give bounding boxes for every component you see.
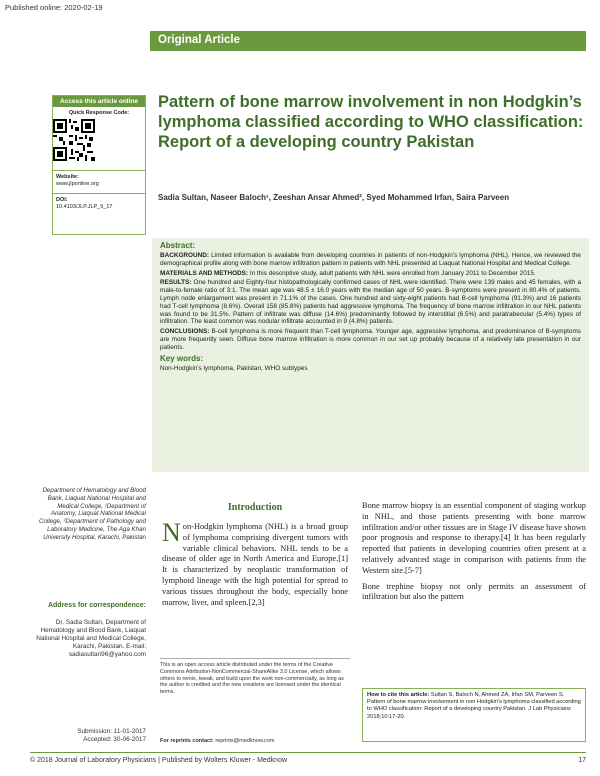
website-link[interactable]: www.jlponline.org <box>56 181 99 187</box>
results-label: RESULTS: <box>160 279 192 287</box>
introduction-heading: Introduction <box>227 502 283 513</box>
reprints-email[interactable]: reprints@medknow.com <box>215 738 275 744</box>
license-note: This is an open access article distributed under the terms of the Creative Commons Attribution-NonCommercial-ShareAlike 3.0 License, which allows others to remix, tweak, and build upon the work non-commercially, as long as the author is credited and the new creations are licensed under the identical terms. <box>160 658 350 696</box>
doi-label: DOI: <box>56 197 68 203</box>
page-number: 17 <box>578 757 586 764</box>
website-block <box>53 173 145 189</box>
keywords-text: Non-Hodgkin's lymphoma, Pakistan, WHO subtypes <box>160 364 308 372</box>
doi-block <box>53 196 145 212</box>
body-column-left <box>162 518 348 613</box>
page-footer <box>30 757 586 764</box>
divider <box>53 170 145 171</box>
background-label: BACKGROUND: <box>160 252 209 259</box>
footer-divider <box>30 752 586 753</box>
drop-cap: N <box>162 518 181 547</box>
affiliations: Department of Hematology and Blood Bank, Liaquat National Hospital and Medical College, ¹Department of Anatomy, Liaquat National Medical College, ²Department of Pathology and Laboratory Medicine, The Aga Khan University Hospital, Karachi, Pakistan <box>39 487 146 541</box>
website-label: Website: <box>56 174 79 180</box>
abstract-methods <box>160 270 581 278</box>
results-text: One hundred and Eighty-four histopathologically confirmed cases of NHL were identified. There were 139 males and 45 females, with a male-to-female ratio of 3:1. The mean age was 48.5 ± 16.0 years with the median age of 50 years. B-symptoms were present in 80.4% of patients. Lymph node enlargement was present in 71.1% of the cases. One hundred and sixty-eight patients had B-cell lymphoma (91.3%) and 16 patients had T-cell lymphoma (8.6%). Overall 158 (85.8%) patients had aggressive lymphoma. The frequency of bone marrow infiltration in our NHL patients was found to be 31.5%. Pattern of infiltrate was diffuse (14.6%) predominantly followed by interstitial (6.5%) and paratrabecular (5.4%) types of infiltration. The least common was nodular infiltrate accounted in 9 (4.8%) patients. <box>160 279 581 326</box>
qr-label: Quick Response Code: <box>68 110 130 116</box>
cite-label: How to cite this article: <box>367 692 430 698</box>
doi-value[interactable]: 10.4103/JLP.JLP_9_17 <box>56 204 113 210</box>
body-column-right <box>362 501 586 608</box>
access-online-box <box>52 95 146 235</box>
intro-paragraph-2: Bone marrow biopsy is an essential component of staging workup in NHL, and those patients presenting with bone marrow infiltration and/or other tissues are in Stage IV disease have shown poor prognosis and response to therapy.[4] It has been regularly reported that patients in developing countries often present at a relatively advanced stage in comparison with patients from the Western site.[5-7] <box>362 501 586 575</box>
methods-text: In this descriptive study, adult patients with NHL were enrolled from January 2011 to December 2015. <box>248 269 536 277</box>
abstract-conclusions <box>160 328 581 351</box>
author-list: Sadia Sultan, Naseer Baloch¹, Zeeshan Ansar Ahmed², Syed Mohammed Irfan, Saira Parveen <box>158 193 510 202</box>
conclusions-label: CONCLUSIONS: <box>160 328 210 336</box>
reprints-contact <box>160 738 350 744</box>
divider <box>53 193 145 194</box>
citation-box <box>362 688 586 742</box>
abstract-background <box>160 252 581 268</box>
access-heading: Access this article online <box>53 96 145 107</box>
methods-label: MATERIALS AND METHODS: <box>160 269 249 277</box>
footer-text: © 2018 Journal of Laboratory Physicians | Published by Wolters Kluwer - Medknow <box>30 757 288 764</box>
background-text: Limited information is available from developing countries in patients of non-Hodgkin's lymphoma (NHL). Hence, we reviewed the demographical profile along with bone marrow infiltration pattern in patients with NHL presented at Liaquat National Hospital and Medical College. <box>160 252 581 267</box>
conclusions-text: B-cell lymphoma is more frequent than T-cell lymphoma. Younger age, aggressive lymphoma, and predominance of B-symptoms are more frequently seen. Diffuse bone marrow infiltration is more common in our set up probably because of a relatively late presentation in our patients. <box>160 328 581 351</box>
article-title: Pattern of bone marrow involvement in non Hodgkin’s lymphoma classified according to WHO classification: Report of a developing country Pakistan <box>158 93 584 151</box>
intro-paragraph-1-text: on-Hodgkin lymphoma (NHL) is a broad group of lymphoma comprising divergent tumors with variable clinical behaviors. NHL tends to be a disease of older age in North America and Europe.[1] It is characterized by neoplastic transformation of lymphoid lineage with the high potential for spread to various tissues throughout the body, especially bone marrow, liver, and spleen.[2,3] <box>162 522 348 607</box>
correspondence-heading: Address for correspondence: <box>47 602 146 609</box>
submission-dates <box>36 728 146 744</box>
section-banner <box>150 31 586 51</box>
intro-paragraph-3: Bone trephine biopsy not only permits an assessment of infiltration but also the pattern <box>362 581 586 602</box>
correspondence-text: Dr. Sadia Sultan, Department of Hematology and Blood Bank, Liaquat National Hospital and Medical College, Karachi, Pakistan. E-mail: sadiasultan96@yahoo.com <box>36 619 146 658</box>
qr-code-icon[interactable] <box>53 119 95 161</box>
cite-text: Sultan S, Baloch N, Ahmed ZA, Irfan SM, Parveen S. Pattern of bone marrow involvement in non Hodgkin's lymphoma classified according to WHO classification: Report of a developing country Pakistan. J Lab Physicians 2018;10:17-20. <box>367 692 581 720</box>
accepted-date: Accepted: 30-06-2017 <box>83 736 146 743</box>
abstract-heading: Abstract: <box>160 241 196 250</box>
published-date: Published online: 2020-02-19 <box>5 3 103 12</box>
submission-date: Submission: 11-01-2017 <box>77 728 146 735</box>
section-label: Original Article <box>158 34 241 46</box>
abstract-box <box>152 238 589 472</box>
reprints-label: For reprints contact: <box>160 738 214 744</box>
intro-paragraph-1 <box>162 518 348 608</box>
keywords-heading: Key words: <box>160 353 204 363</box>
abstract-results <box>160 279 581 326</box>
